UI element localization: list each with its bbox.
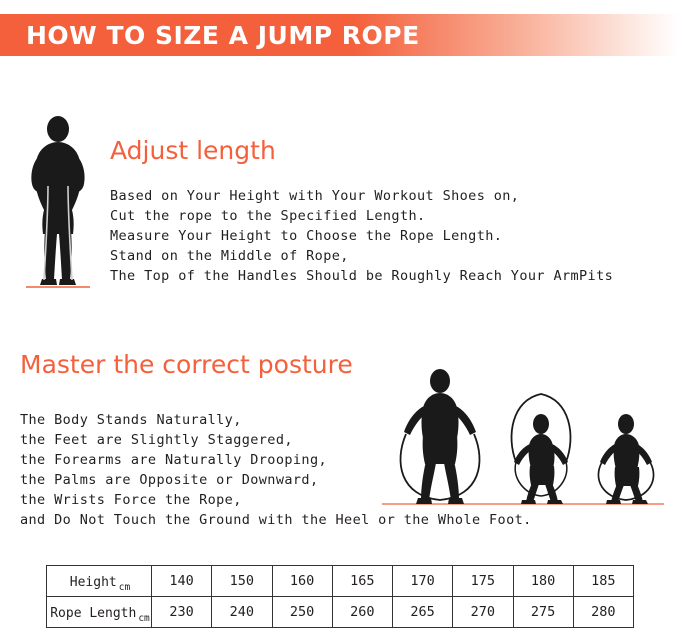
height-cell-6: 175 bbox=[453, 566, 513, 597]
height-cell-5: 170 bbox=[393, 566, 453, 597]
height-cell-7: 180 bbox=[513, 566, 573, 597]
height-cell-4: 165 bbox=[332, 566, 392, 597]
posture-line-1: The Body Stands Naturally, bbox=[20, 412, 242, 428]
adjust-line-5: The Top of the Handles Should be Roughly Reach Your ArmPits bbox=[110, 268, 614, 284]
person-jumping-rope-mid-swing-illustration bbox=[512, 394, 571, 504]
size-chart-table bbox=[46, 565, 634, 628]
row-header-height bbox=[47, 566, 152, 597]
section-adjust-length-body bbox=[110, 186, 679, 286]
posture-line-2: the Feet are Slightly Staggered, bbox=[20, 432, 293, 448]
row-header-rope-length bbox=[47, 597, 152, 628]
adjust-line-2: Cut the rope to the Specified Length. bbox=[110, 208, 426, 224]
rope-length-cell-6: 270 bbox=[453, 597, 513, 628]
height-cell-8: 185 bbox=[573, 566, 633, 597]
posture-line-3: the Forearms are Naturally Drooping, bbox=[20, 452, 327, 468]
header-banner bbox=[0, 14, 679, 56]
table-row bbox=[47, 566, 634, 597]
adjust-line-1: Based on Your Height with Your Workout Shoes on, bbox=[110, 188, 520, 204]
section-correct-posture bbox=[0, 350, 679, 540]
row-header-height-label: Height bbox=[69, 574, 117, 590]
posture-figures-group bbox=[378, 366, 668, 516]
height-cell-1: 140 bbox=[152, 566, 212, 597]
person-jumping-rope-front-illustration bbox=[400, 369, 479, 504]
table-row bbox=[47, 597, 634, 628]
person-jumping-rope-side-illustration bbox=[598, 414, 653, 504]
page-title: HOW TO SIZE A JUMP ROPE bbox=[26, 20, 420, 50]
rope-length-cell-8: 280 bbox=[573, 597, 633, 628]
row-header-rope-length-label: Rope Length bbox=[50, 605, 137, 621]
rope-length-cell-3: 250 bbox=[272, 597, 332, 628]
row-header-height-unit: cm bbox=[118, 581, 131, 593]
person-standing-on-rope-illustration bbox=[18, 116, 98, 291]
section-correct-posture-heading: Master the correct posture bbox=[20, 350, 353, 379]
rope-length-cell-7: 275 bbox=[513, 597, 573, 628]
rope-length-cell-5: 265 bbox=[393, 597, 453, 628]
adjust-line-4: Stand on the Middle of Rope, bbox=[110, 248, 349, 264]
height-cell-3: 160 bbox=[272, 566, 332, 597]
posture-line-5: the Wrists Force the Rope, bbox=[20, 492, 242, 508]
rope-length-cell-1: 230 bbox=[152, 597, 212, 628]
row-header-rope-length-unit: cm bbox=[138, 612, 150, 624]
rope-length-cell-2: 240 bbox=[212, 597, 272, 628]
height-cell-2: 150 bbox=[212, 566, 272, 597]
section-adjust-length bbox=[0, 100, 679, 310]
section-adjust-length-heading: Adjust length bbox=[110, 136, 276, 165]
size-chart-table-wrapper bbox=[46, 565, 634, 628]
adjust-line-3: Measure Your Height to Choose the Rope Length. bbox=[110, 228, 503, 244]
posture-line-6: and Do Not Touch the Ground with the Heel or the Whole Foot. bbox=[20, 512, 532, 528]
rope-length-cell-4: 260 bbox=[332, 597, 392, 628]
posture-line-4: the Palms are Opposite or Downward, bbox=[20, 472, 319, 488]
